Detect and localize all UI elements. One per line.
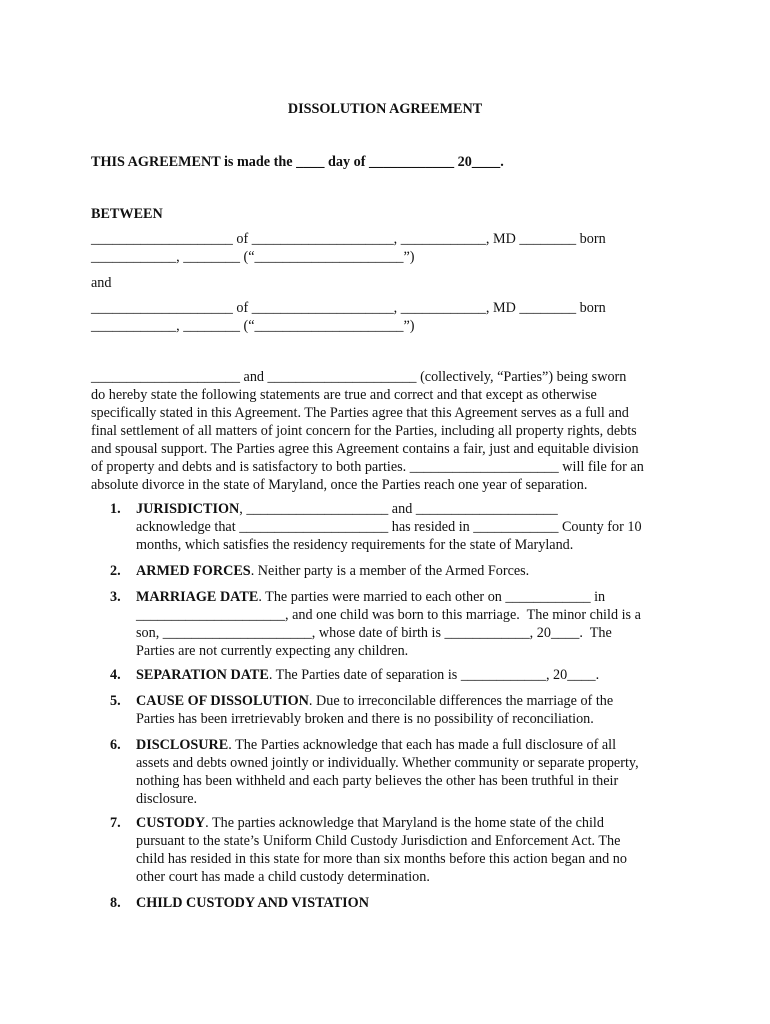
intro-line: final settlement of all matters of joint concern for the Parties, including all property rights, debts <box>91 423 637 439</box>
between-heading: BETWEEN <box>91 206 163 222</box>
list-item-text: . Due to irreconcilable differences the marriage of the <box>308 693 614 709</box>
list-item-number: 4. <box>110 667 121 683</box>
list-item-heading: ARMED FORCES <box>136 563 251 579</box>
party2-line1: ____________________ of ____________________, ____________, MD ________ born <box>91 300 606 316</box>
list-item-number: 2. <box>110 563 121 579</box>
intro-line: and spousal support. The Parties agree this Agreement contains a fair, just and equitable division <box>91 441 639 457</box>
intro-paragraph <box>91 368 691 494</box>
list-item-heading: JURISDICTION <box>136 501 240 517</box>
list-item-text: Parties has been irretrievably broken and there is no possibility of reconciliation. <box>136 711 594 727</box>
intro-line: absolute divorce in the state of Maryland, once the Parties reach one year of separation. <box>91 477 588 493</box>
list-item-number: 8. <box>110 895 121 911</box>
list-item-number: 3. <box>110 589 121 605</box>
list-item-number: 6. <box>110 737 121 753</box>
list-item-text: assets and debts owned jointly or individually. Whether community or separate property, <box>136 755 639 771</box>
party1-line1: ____________________ of ____________________, ____________, MD ________ born <box>91 231 606 247</box>
list-item-text: months, which satisfies the residency requirements for the state of Maryland. <box>136 537 574 553</box>
list-item-heading: SEPARATION DATE <box>136 667 269 683</box>
list-item-heading: CUSTODY <box>136 815 206 831</box>
list-item-text: son, _____________________, whose date of birth is ____________, 20____. The <box>136 625 612 641</box>
intro-line: of property and debts and is satisfactory to both parties. _____________________ will file for an <box>91 459 644 475</box>
list-item-text: acknowledge that _____________________ has resided in ____________ County for 10 <box>136 519 642 535</box>
list-item-text: Parties are not currently expecting any children. <box>136 643 409 659</box>
list-item-heading: CAUSE OF DISSOLUTION <box>136 693 309 709</box>
list-item-heading: MARRIAGE DATE <box>136 589 259 605</box>
list-item-heading: DISCLOSURE <box>136 737 229 753</box>
and-label: and <box>91 275 112 291</box>
list-item-text: . Neither party is a member of the Armed Forces. <box>250 563 530 579</box>
intro-line: specifically stated in this Agreement. The Parties agree that this Agreement serves as a full and <box>91 405 629 421</box>
list-item-text: . The parties were married to each other on ____________ in <box>258 589 606 605</box>
list-item-text: . The Parties date of separation is ____________, 20____. <box>268 667 600 683</box>
agreement-date-line: THIS AGREEMENT is made the ____ day of ____________ 20____. <box>91 154 504 170</box>
intro-line: _____________________ and _____________________ (collectively, “Parties”) being sworn <box>91 369 627 385</box>
intro-line: do hereby state the following statements are true and correct and that except as otherwise <box>91 387 597 403</box>
list-item-text: _____________________, and one child was born to this marriage. The minor child is a <box>136 607 641 623</box>
list-item-number: 1. <box>110 501 121 517</box>
list-item-text: pursuant to the state’s Uniform Child Custody Jurisdiction and Enforcement Act. The <box>136 833 621 849</box>
list-item-number: 7. <box>110 815 121 831</box>
list-item-number: 5. <box>110 693 121 709</box>
list-item-text: child has resided in this state for more than six months before this action began and no <box>136 851 627 867</box>
list-item-text: , ____________________ and ____________________ <box>239 501 558 517</box>
list-item-heading: CHILD CUSTODY AND VISTATION <box>136 895 369 911</box>
party2-line2: ____________, ________ (“_____________________”) <box>91 318 415 334</box>
document-title: DISSOLUTION AGREEMENT <box>287 101 483 117</box>
party1-line2: ____________, ________ (“_____________________”) <box>91 249 415 265</box>
list-item-text: . The parties acknowledge that Maryland is the home state of the child <box>205 815 604 831</box>
list-item-text: . The Parties acknowledge that each has made a full disclosure of all <box>228 737 617 753</box>
list-item-text: disclosure. <box>136 791 198 807</box>
list-item-text: other court has made a child custody determination. <box>136 869 430 885</box>
list-item-text: nothing has been withheld and each party believes the other has been truthful in their <box>136 773 619 789</box>
